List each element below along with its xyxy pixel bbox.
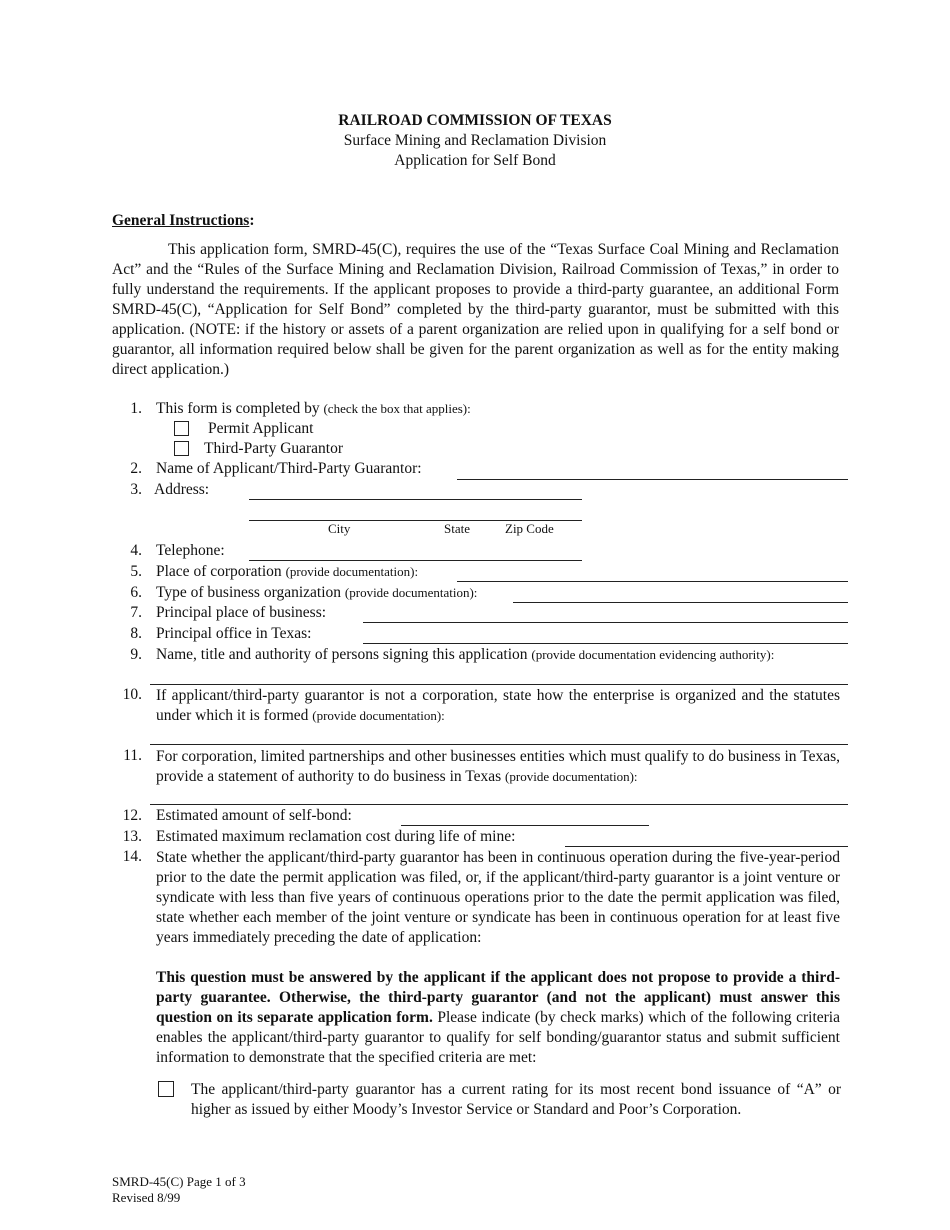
form-title: Application for Self Bond (394, 152, 556, 169)
item-4: Telephone: (156, 542, 225, 559)
criteria-a-rating-text: The applicant/third-party guarantor has a current rating for its most recent bond issuance of “A” or higher as issued by either Moody’s Investor Service or Standard and Poor’s Corporation. (191, 1081, 841, 1118)
item-12: Estimated amount of self-bond: (156, 807, 352, 824)
third-party-guarantor-checkbox[interactable] (174, 441, 189, 456)
item-number: 11. (123, 747, 142, 764)
reclamation-cost-field[interactable] (565, 846, 848, 847)
item-13: Estimated maximum reclamation cost during life of mine: (156, 828, 516, 845)
signers-field[interactable] (150, 684, 848, 685)
item-5: Place of corporation (provide documentation): (156, 563, 419, 580)
principal-place-field[interactable] (363, 622, 848, 623)
telephone-field[interactable] (249, 560, 582, 561)
item-number: 14. (122, 848, 142, 865)
item-8: Principal office in Texas: (156, 625, 312, 642)
instructions-body: This application form, SMRD-45(C), requires the use of the “Texas Surface Coal Mining and Reclamation Act” and the “Rules of the Surface Mining and Reclamation Division, Railroad Commission of Texas,” in order to fully understand the requirements. If the applicant proposes to provide a third-party guarantee, an additional Form SMRD-45(C), “Application for Self Bond” completed by the third-party guarantor, must be submitted with this application. (NOTE: if the history or assets of a parent organization are relied upon in qualifying for a self bond or guarantor, all information required below shall be given for the parent organization as well as for the entity making direct application.) (112, 241, 839, 378)
business-organization-field[interactable] (513, 602, 848, 603)
city-label: City (328, 521, 351, 536)
state-label: State (444, 521, 470, 536)
q14-instructions: This question must be answered by the applicant if the applicant does not propose to provide a third-party guarantee. Otherwise, the third-party guarantor (and not the applicant) must answer this question on its separate application form. Please indicate (by check marks) which of the following criteria enables the applicant/third-party guarantor to qualify for self bonding/guarantor status and submit sufficient information to demonstrate that the specified criteria are met: (156, 969, 840, 1066)
item-6: Type of business organization (provide documentation): (156, 584, 478, 601)
item-number: 7. (130, 604, 142, 621)
zip-code-label: Zip Code (505, 521, 554, 536)
place-of-corporation-field[interactable] (457, 581, 848, 582)
item-9: Name, title and authority of persons signing this application (provide documentation evidencing authority): (156, 646, 775, 663)
authority-statement-field[interactable] (150, 804, 848, 805)
item-1: This form is completed by (check the box that applies): (156, 400, 471, 417)
organization-statutes-field[interactable] (150, 744, 848, 745)
item-11: For corporation, limited partnerships and other businesses entities which must qualify to do business in Texas, provide a statement of authority to do business in Texas (provide documentation): (156, 748, 840, 785)
item-number: 5. (130, 563, 142, 580)
item-10: If applicant/third-party guarantor is not a corporation, state how the enterprise is organized and the statutes under which it is formed (provide documentation): (156, 687, 840, 724)
item-14: State whether the applicant/third-party guarantor has been in continuous operation during the five-year-period prior to the date the permit application was filed, or, if the applicant/third-party guarantor is a joint venture or syndicate with less than five years of continuous operations prior to the date the permit application was filed, state whether each member of the joint venture or syndicate has been in continuous operation for at least five years immediately preceding the date of application: (156, 849, 840, 946)
self-bond-amount-field[interactable] (401, 825, 649, 826)
division-name: Surface Mining and Reclamation Division (343, 132, 607, 149)
item-number: 1. (130, 400, 142, 417)
address-line-1-field[interactable] (249, 499, 582, 500)
item-number: 13. (122, 828, 142, 845)
permit-applicant-label: Permit Applicant (208, 420, 314, 437)
item-number: 9. (130, 646, 142, 663)
texas-office-field[interactable] (363, 643, 848, 644)
agency-title: RAILROAD COMMISSION OF TEXAS (338, 112, 612, 129)
criteria-a-rating-checkbox[interactable] (158, 1081, 174, 1097)
item-number: 3. (130, 481, 142, 498)
item-number: 12. (122, 807, 142, 824)
third-party-guarantor-label: Third-Party Guarantor (204, 440, 344, 457)
item-number: 10. (122, 686, 142, 703)
item-number: 6. (130, 584, 142, 601)
applicant-name-field[interactable] (457, 479, 848, 480)
item-7: Principal place of business: (156, 604, 327, 621)
revision-date: Revised 8/99 (112, 1190, 181, 1205)
item-2: Name of Applicant/Third-Party Guarantor: (156, 460, 422, 477)
item-3: Address: (154, 481, 210, 498)
item-number: 8. (130, 625, 142, 642)
item-number: 4. (130, 542, 142, 559)
item-number: 2. (130, 460, 142, 477)
permit-applicant-checkbox[interactable] (174, 421, 189, 436)
instructions-heading: General Instructions: (112, 212, 255, 229)
page-footer: SMRD-45(C) Page 1 of 3 (112, 1174, 246, 1189)
